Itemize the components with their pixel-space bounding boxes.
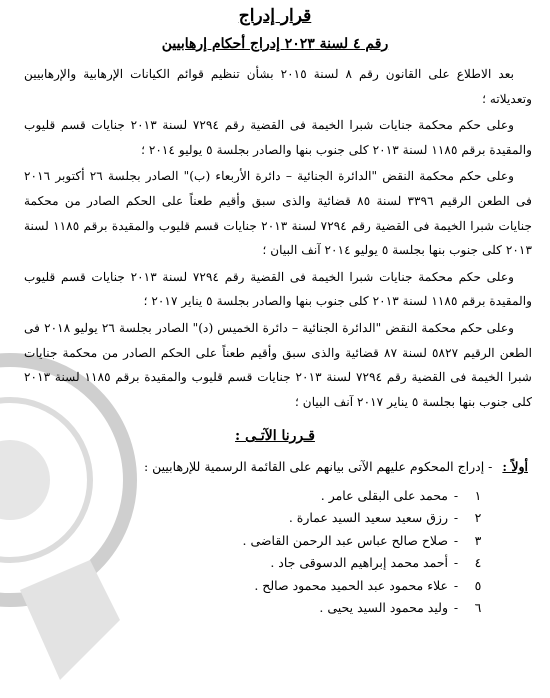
preamble-paragraph: وعلى حكم محكمة جنايات شبرا الخيمة فى القضية رقم ٧٢٩٤ لسنة ٢٠١٣ جنايات قسم قليوب والمقيدة برقم ١١٨٥ لسنة ٢٠١٣ كلى جنوب بنها والصادر بجلسة ٥ يناير ٢٠١٧ ؛ [24,269,532,309]
list-item [60,529,492,552]
item-name: وليد محمود السيد يحيى . [319,600,448,616]
item-dash: - [453,510,459,526]
item-number: ٦ [474,600,482,616]
preamble [24,62,532,416]
preamble-paragraph: بعد الاطلاع على القانون رقم ٨ لسنة ٢٠١٥ بشأن تنظيم قوائم الكيانات الإرهابية والإرهابيين وتعديلاته ؛ [24,67,532,106]
list-item [60,552,492,575]
item-name: علاء محمود عبد الحميد محمود صالح . [254,577,448,593]
item-number: ٥ [474,577,482,593]
item-number: ٣ [474,532,482,548]
preamble-paragraph: وعلى حكم محكمة جنايات شبرا الخيمة فى القضية رقم ٧٢٩٤ لسنة ٢٠١٣ جنايات قسم قليوب والمقيدة برقم ١١٨٥ لسنة ٢٠١٣ كلى جنوب بنها والصادر بجلسة ٥ يوليو ٢٠١٤ ؛ [24,118,532,157]
first-article [24,456,528,478]
item-number: ٤ [474,555,482,571]
page-title: قرار إدراج [238,6,312,26]
decision-heading: قـررنا الآتـى : [235,428,315,444]
first-article-text: - إدراج المحكوم عليهم الآتى بيانهم على القائمة الرسمية للإرهابيين : [143,459,493,474]
item-number: ٢ [474,510,482,526]
list-item [60,597,492,620]
list-item [60,484,492,507]
list-item [60,574,492,597]
item-dash: - [453,555,459,571]
item-name: صلاح صالح عباس عبد الرحمن القاضى . [242,532,448,548]
item-dash: - [453,577,459,593]
item-name: أحمد محمد إبراهيم الدسوقى جاد . [270,555,448,571]
item-name: محمد على البقلى عامر . [320,487,448,503]
preamble-paragraph: وعلى حكم محكمة النقض "الدائرة الجنائية – دائرة الخميس (د)" الصادر بجلسة ٢٦ يوليو ٢٠١٨ فى الطعن الرقيم ٥٨٢٧ لسنة ٨٧ قضائية والذى سبق وأقيم طعناً على الحكم الصادر من محكمة جنايات شبرا الخيمة فى القضية رقم ٧٢٩٤ لسنة ٢٠١٣ جنايات قسم قليوب والمقيدة برقم ١١٨٥ لسنة ٢٠١٣ كلى جنوب بنها بجلسة ٥ يناير ٢٠١٧ آنف البيان ؛ [24,320,532,409]
names-list [60,484,492,619]
first-article-label: أولاً : [502,459,528,474]
list-item [60,507,492,530]
preamble-paragraph: وعلى حكم محكمة النقض "الدائرة الجنائية – دائرة الأربعاء (ب)" الصادر بجلسة ٢٦ أكتوبر ٢٠١٦ فى الطعن الرقيم ٣٣٩٦ لسنة ٨٥ قضائية والذى سبق وأقيم طعناً على الحكم الصادر من محكمة جنايات شبرا الخيمة فى القضية رقم ٧٢٩٤ لسنة ٢٠١٣ جنايات قسم قليوب والمقيدة برقم ١١٨٥ لسنة ٢٠١٣ كلى جنوب بنها بجلسة ٥ يوليو ٢٠١٤ آنف البيان ؛ [24,169,533,258]
item-dash: - [453,532,459,548]
page-subtitle: رقم ٤ لسنة ٢٠٢٣ إدراج أحكام إرهابيين [161,36,389,52]
item-number: ١ [474,487,482,503]
item-name: رزق سعيد سعيد السيد عمارة . [288,510,448,526]
item-dash: - [453,600,459,616]
item-dash: - [453,487,459,503]
